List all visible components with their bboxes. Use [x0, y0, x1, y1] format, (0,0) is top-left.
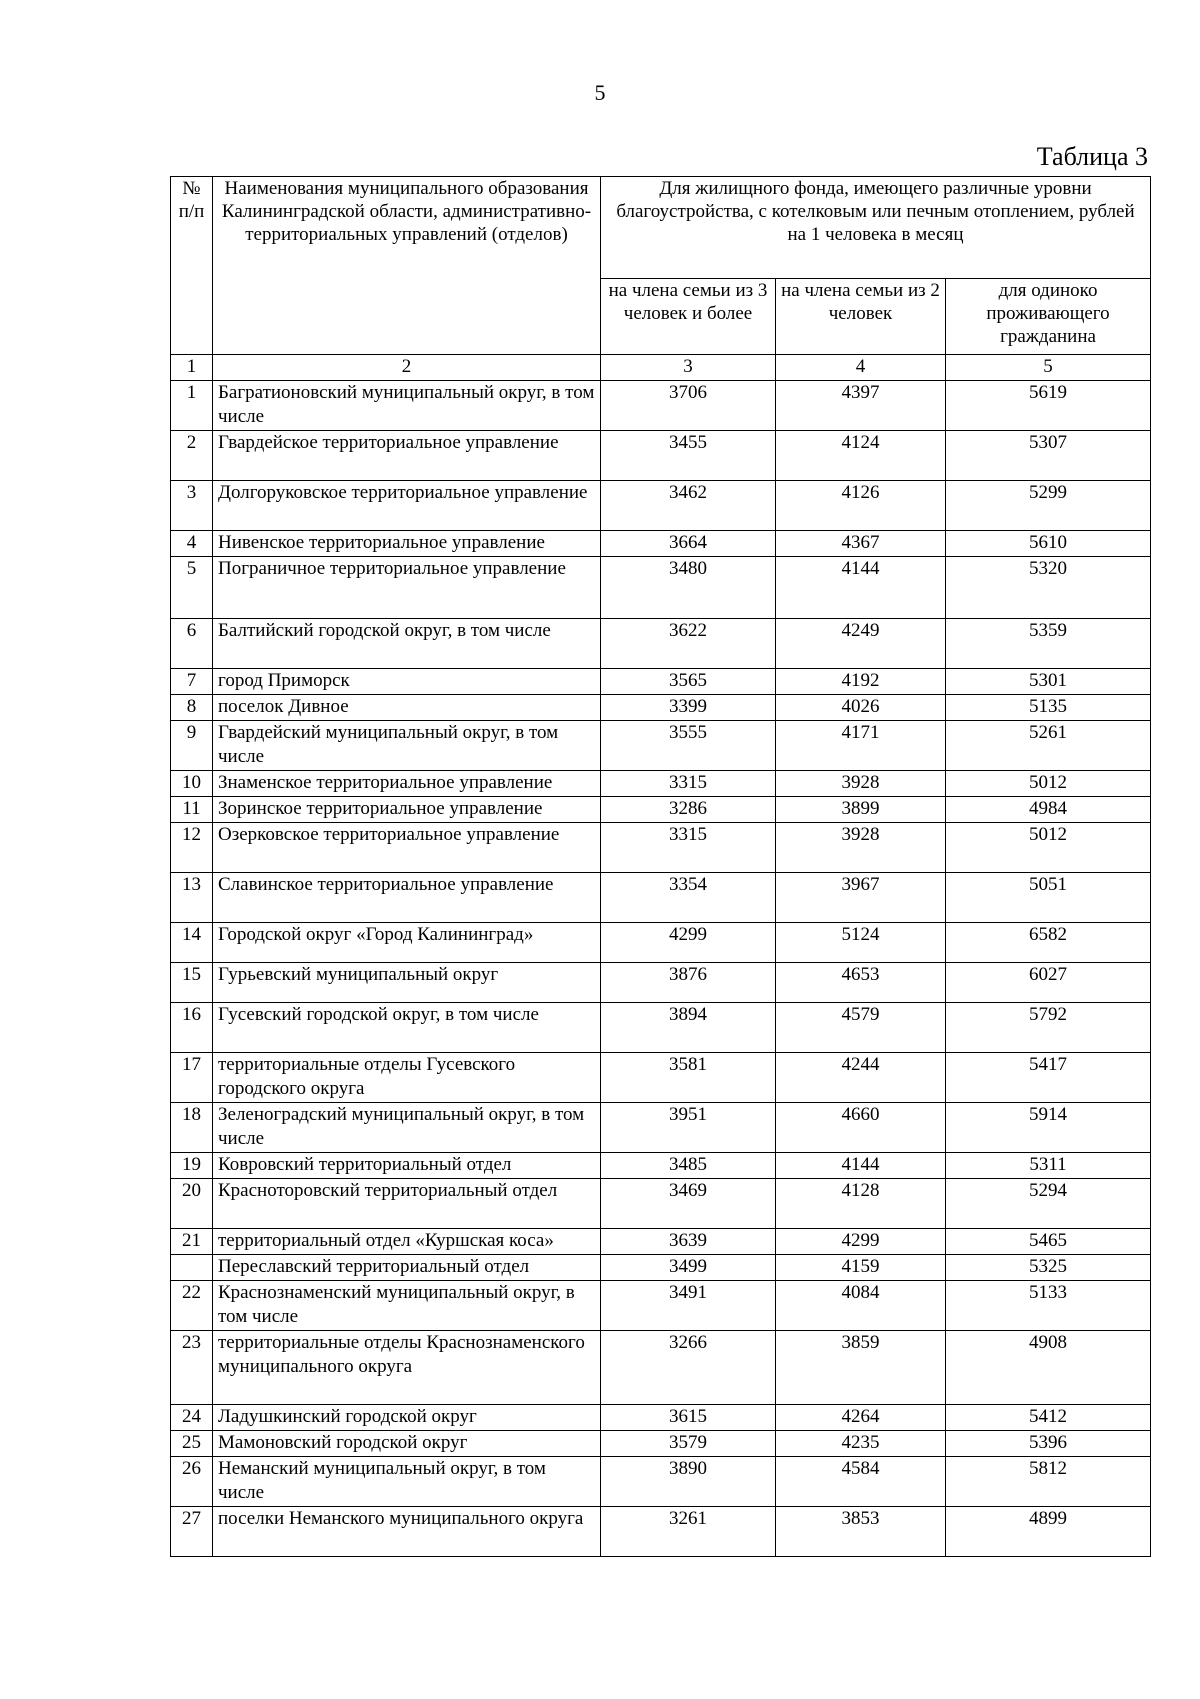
row-name: Долгоруковское территориальное управление	[213, 481, 601, 531]
value-col5: 5301	[946, 669, 1151, 695]
value-col4: 4584	[776, 1457, 946, 1507]
value-col3: 3876	[601, 963, 776, 1003]
value-col4: 3859	[776, 1331, 946, 1405]
value-col4: 4397	[776, 381, 946, 431]
value-col4: 4128	[776, 1179, 946, 1229]
value-col3: 3315	[601, 823, 776, 873]
value-col5: 4984	[946, 797, 1151, 823]
table-row	[171, 1153, 1151, 1179]
value-col3: 3622	[601, 619, 776, 669]
value-col4: 5124	[776, 923, 946, 963]
value-col3: 3315	[601, 771, 776, 797]
table-row	[171, 531, 1151, 557]
header-col4: на члена семьи из 2 человек	[776, 279, 946, 355]
value-col3: 3266	[601, 1331, 776, 1405]
value-col5: 5792	[946, 1003, 1151, 1053]
value-col3: 3286	[601, 797, 776, 823]
value-col3: 3499	[601, 1255, 776, 1281]
row-name: Мамоновский городской округ	[213, 1431, 601, 1457]
value-col4: 4144	[776, 557, 946, 619]
row-number: 22	[171, 1281, 213, 1331]
row-number: 4	[171, 531, 213, 557]
page-number: 5	[594, 80, 606, 105]
row-number: 12	[171, 823, 213, 873]
row-number: 23	[171, 1331, 213, 1405]
table-row	[171, 771, 1151, 797]
value-col3: 3951	[601, 1103, 776, 1153]
index-2: 2	[213, 355, 601, 381]
value-col3: 3894	[601, 1003, 776, 1053]
value-col5: 5619	[946, 381, 1151, 431]
row-name: Гвардейское территориальное управление	[213, 431, 601, 481]
value-col5: 5325	[946, 1255, 1151, 1281]
row-name: территориальные отделы Гусевского городского округа	[213, 1053, 601, 1103]
row-name: Неманский муниципальный округ, в том числе	[213, 1457, 601, 1507]
row-name: город Приморск	[213, 669, 601, 695]
value-col5: 5299	[946, 481, 1151, 531]
value-col3: 3890	[601, 1457, 776, 1507]
value-col5: 5133	[946, 1281, 1151, 1331]
table-row	[171, 1281, 1151, 1331]
row-name: Пограничное территориальное управление	[213, 557, 601, 619]
row-name: Гвардейский муниципальный округ, в том числе	[213, 721, 601, 771]
row-number: 14	[171, 923, 213, 963]
table-row	[171, 695, 1151, 721]
value-col3: 3261	[601, 1507, 776, 1557]
value-col4: 4159	[776, 1255, 946, 1281]
value-col3: 3615	[601, 1405, 776, 1431]
value-col5: 5261	[946, 721, 1151, 771]
value-col5: 4899	[946, 1507, 1151, 1557]
value-col3: 3565	[601, 669, 776, 695]
table-row	[171, 481, 1151, 531]
value-col5: 5320	[946, 557, 1151, 619]
tariff-table	[170, 176, 1151, 1557]
table-row	[171, 1229, 1151, 1255]
header-col3: на члена семьи из 3 человек и более	[601, 279, 776, 355]
value-col5: 5412	[946, 1405, 1151, 1431]
row-number: 18	[171, 1103, 213, 1153]
table-row	[171, 619, 1151, 669]
value-col5: 5465	[946, 1229, 1151, 1255]
value-col5: 5012	[946, 823, 1151, 873]
value-col4: 3853	[776, 1507, 946, 1557]
value-col3: 3555	[601, 721, 776, 771]
row-number	[171, 1255, 213, 1281]
row-number: 11	[171, 797, 213, 823]
table-row	[171, 823, 1151, 873]
table-row	[171, 963, 1151, 1003]
header-group: Для жилищного фонда, имеющего различные уровни благоустройства, с котелковым или печным отоплением, рублей на 1 человека в месяц	[601, 177, 1151, 279]
row-number: 25	[171, 1431, 213, 1457]
row-name: Славинское территориальное управление	[213, 873, 601, 923]
table-row	[171, 1003, 1151, 1053]
table-row	[171, 923, 1151, 963]
table-row	[171, 557, 1151, 619]
value-col3: 3462	[601, 481, 776, 531]
row-name: Знаменское территориальное управление	[213, 771, 601, 797]
row-name: Красноторовский территориальный отдел	[213, 1179, 601, 1229]
value-col4: 4653	[776, 963, 946, 1003]
value-col3: 3664	[601, 531, 776, 557]
value-col3: 3480	[601, 557, 776, 619]
value-col5: 5051	[946, 873, 1151, 923]
row-number: 27	[171, 1507, 213, 1557]
value-col4: 4171	[776, 721, 946, 771]
value-col4: 4192	[776, 669, 946, 695]
value-col3: 3491	[601, 1281, 776, 1331]
value-col5: 5417	[946, 1053, 1151, 1103]
table-body	[171, 381, 1151, 1557]
row-name: Гурьевский муниципальный округ	[213, 963, 601, 1003]
value-col4: 4244	[776, 1053, 946, 1103]
row-name: Городской округ «Город Калининград»	[213, 923, 601, 963]
value-col4: 4144	[776, 1153, 946, 1179]
row-number: 2	[171, 431, 213, 481]
value-col4: 4026	[776, 695, 946, 721]
row-name: территориальные отделы Краснознаменского муниципального округа	[213, 1331, 601, 1405]
value-col3: 3354	[601, 873, 776, 923]
row-number: 7	[171, 669, 213, 695]
row-number: 26	[171, 1457, 213, 1507]
row-number: 10	[171, 771, 213, 797]
table-row	[171, 1457, 1151, 1507]
index-1: 1	[171, 355, 213, 381]
value-col5: 5359	[946, 619, 1151, 669]
header-num: № п/п	[171, 177, 213, 355]
table-row	[171, 1255, 1151, 1281]
value-col4: 3928	[776, 771, 946, 797]
value-col5: 6027	[946, 963, 1151, 1003]
value-col4: 4579	[776, 1003, 946, 1053]
value-col5: 4908	[946, 1331, 1151, 1405]
value-col5: 6582	[946, 923, 1151, 963]
value-col4: 4235	[776, 1431, 946, 1457]
value-col4: 4084	[776, 1281, 946, 1331]
row-number: 3	[171, 481, 213, 531]
table-row	[171, 1103, 1151, 1153]
row-number: 20	[171, 1179, 213, 1229]
row-number: 1	[171, 381, 213, 431]
table-row	[171, 381, 1151, 431]
table-row	[171, 1331, 1151, 1405]
table-row	[171, 873, 1151, 923]
value-col3: 3581	[601, 1053, 776, 1103]
index-3: 3	[601, 355, 776, 381]
value-col3: 3485	[601, 1153, 776, 1179]
value-col4: 4264	[776, 1405, 946, 1431]
value-col3: 3579	[601, 1431, 776, 1457]
row-name: Гусевский городской округ, в том числе	[213, 1003, 601, 1053]
row-name: Балтийский городской округ, в том числе	[213, 619, 601, 669]
header-col5: для одиноко проживающего гражданина	[946, 279, 1151, 355]
table-row	[171, 1179, 1151, 1229]
row-number: 9	[171, 721, 213, 771]
value-col5: 5396	[946, 1431, 1151, 1457]
header-name: Наименования муниципального образования Калининградской области, административно-территориальных управлений (отделов)	[213, 177, 601, 355]
value-col4: 4660	[776, 1103, 946, 1153]
row-name: территориальный отдел «Куршская коса»	[213, 1229, 601, 1255]
table-row	[171, 431, 1151, 481]
row-name: Нивенское территориальное управление	[213, 531, 601, 557]
row-name: Ладушкинский городской округ	[213, 1405, 601, 1431]
index-4: 4	[776, 355, 946, 381]
value-col4: 3967	[776, 873, 946, 923]
row-number: 5	[171, 557, 213, 619]
value-col3: 3399	[601, 695, 776, 721]
value-col5: 5135	[946, 695, 1151, 721]
table-row	[171, 721, 1151, 771]
value-col4: 3899	[776, 797, 946, 823]
value-col4: 4249	[776, 619, 946, 669]
value-col4: 4367	[776, 531, 946, 557]
value-col3: 3639	[601, 1229, 776, 1255]
value-col4: 4299	[776, 1229, 946, 1255]
value-col5: 5610	[946, 531, 1151, 557]
row-number: 6	[171, 619, 213, 669]
row-name: Зоринское территориальное управление	[213, 797, 601, 823]
value-col5: 5311	[946, 1153, 1151, 1179]
value-col4: 3928	[776, 823, 946, 873]
row-name: Ковровский территориальный отдел	[213, 1153, 601, 1179]
row-name: Зеленоградский муниципальный округ, в том числе	[213, 1103, 601, 1153]
table-row	[171, 669, 1151, 695]
row-name: Озерковское территориальное управление	[213, 823, 601, 873]
table-row	[171, 1431, 1151, 1457]
row-name: Багратионовский муниципальный округ, в том числе	[213, 381, 601, 431]
value-col5: 5012	[946, 771, 1151, 797]
value-col5: 5294	[946, 1179, 1151, 1229]
table-row	[171, 797, 1151, 823]
value-col4: 4126	[776, 481, 946, 531]
table-caption: Таблица 3	[1036, 142, 1148, 171]
row-name: поселки Неманского муниципального округа	[213, 1507, 601, 1557]
value-col3: 3469	[601, 1179, 776, 1229]
value-col3: 4299	[601, 923, 776, 963]
row-number: 19	[171, 1153, 213, 1179]
value-col5: 5812	[946, 1457, 1151, 1507]
row-number: 24	[171, 1405, 213, 1431]
table-row	[171, 1507, 1151, 1557]
row-number: 15	[171, 963, 213, 1003]
value-col3: 3455	[601, 431, 776, 481]
table-row	[171, 1405, 1151, 1431]
value-col4: 4124	[776, 431, 946, 481]
row-number: 17	[171, 1053, 213, 1103]
value-col5: 5307	[946, 431, 1151, 481]
row-number: 16	[171, 1003, 213, 1053]
table-row	[171, 1053, 1151, 1103]
row-name: Переславский территориальный отдел	[213, 1255, 601, 1281]
row-number: 21	[171, 1229, 213, 1255]
row-name: Краснознаменский муниципальный округ, в том числе	[213, 1281, 601, 1331]
row-number: 8	[171, 695, 213, 721]
row-name: поселок Дивное	[213, 695, 601, 721]
row-number: 13	[171, 873, 213, 923]
value-col3: 3706	[601, 381, 776, 431]
value-col5: 5914	[946, 1103, 1151, 1153]
index-5: 5	[946, 355, 1151, 381]
